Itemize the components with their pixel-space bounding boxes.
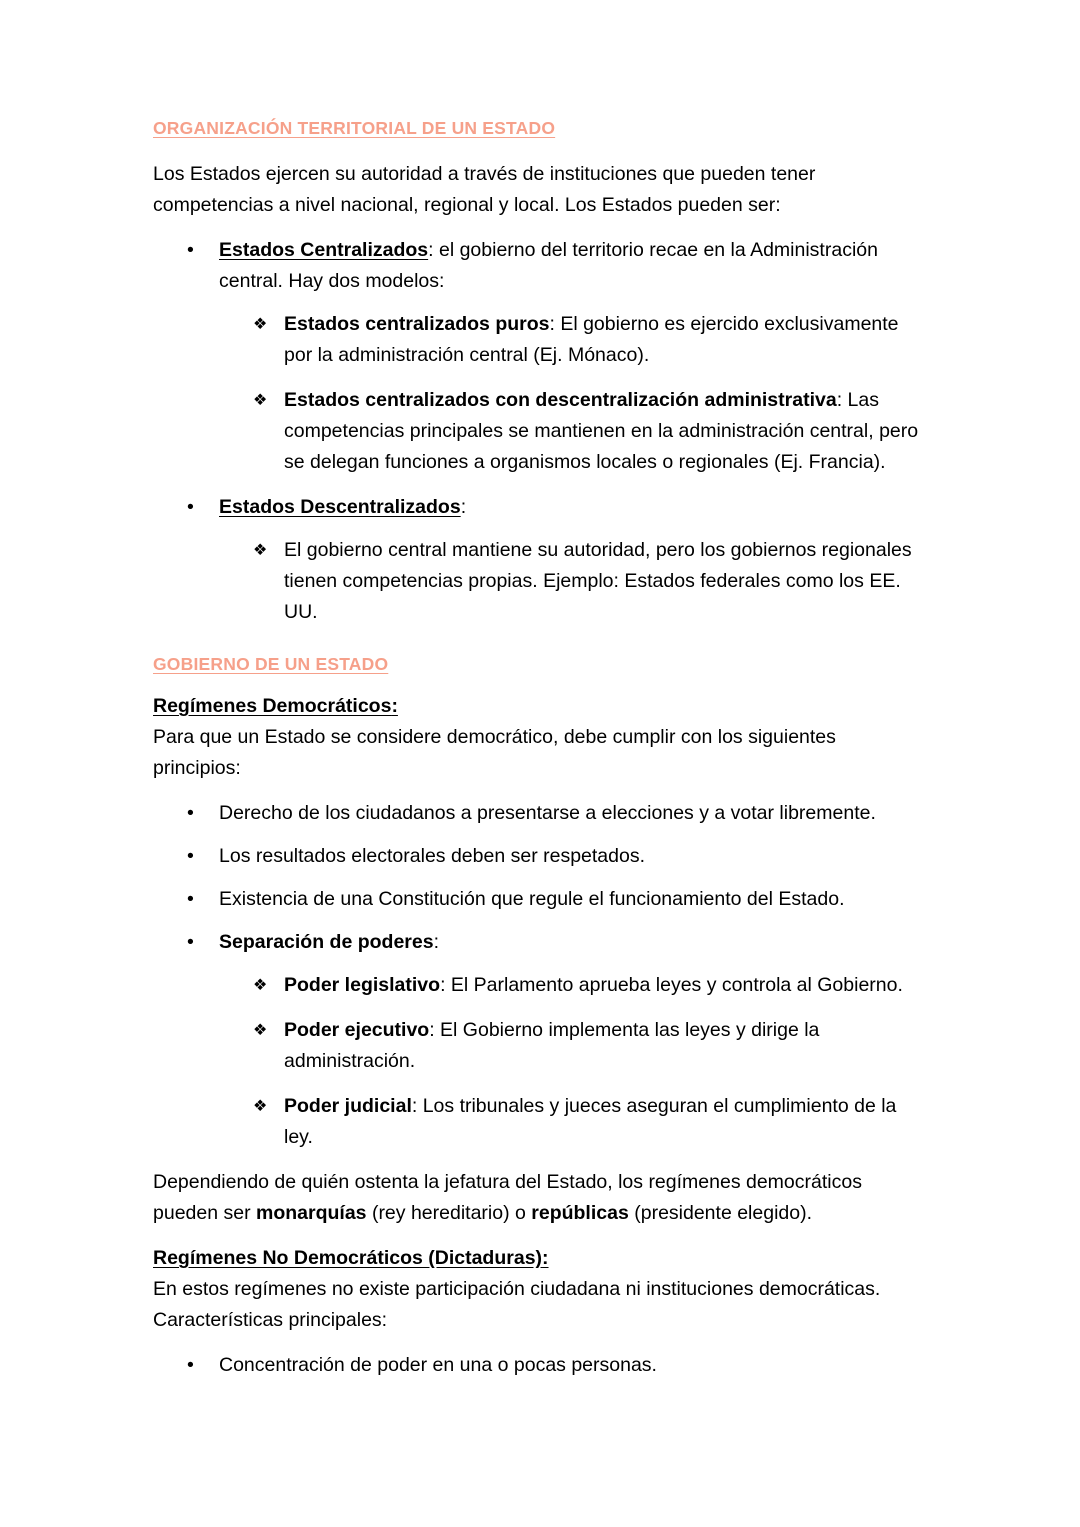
bullet-term: Estados Descentralizados	[219, 496, 461, 518]
list-item	[219, 1015, 925, 1077]
sub-bullet-text: : El Parlamento aprueba leyes y controla al Gobierno.	[440, 974, 903, 996]
intro-paragraph-democraticos: Para que un Estado se considere democrático, debe cumplir con los siguientes principios:	[153, 726, 836, 779]
sub-bullet-term: Poder ejecutivo	[284, 1019, 430, 1041]
closing-bold-monarquias: monarquías	[256, 1202, 367, 1224]
bullet-text: : el gobierno del territorio recae en la Administración central. Hay dos modelos:	[219, 239, 878, 292]
section-heading-territorial: ORGANIZACIÓN TERRITORIAL DE UN ESTADO	[153, 118, 556, 138]
subheading-regimenes-democraticos	[153, 691, 925, 722]
bullet-text: Derecho de los ciudadanos a presentarse a elecciones y a votar libremente.	[219, 802, 876, 824]
list-item	[153, 927, 925, 1153]
list-item	[219, 970, 925, 1001]
poderes-sub-list	[219, 970, 925, 1153]
subheading-text: Regímenes Democráticos	[153, 695, 392, 717]
bullet-text: Los resultados electorales deben ser respetados.	[219, 845, 646, 867]
no-democraticos-bullet-list	[153, 1350, 925, 1381]
list-item	[153, 798, 925, 829]
subheading-text: Regímenes No Democráticos (Dictaduras)	[153, 1247, 543, 1269]
closing-bold-republicas: repúblicas	[531, 1202, 629, 1224]
subheading-regimenes-no-democraticos	[153, 1243, 925, 1274]
sub-bullet-term: Estados centralizados con descentralización administrativa	[284, 389, 837, 411]
subheading-colon: :	[391, 695, 398, 717]
sub-bullet-text: El gobierno central mantiene su autoridad, pero los gobiernos regionales tienen competencias propias. Ejemplo: Estados federales como los EE. UU.	[284, 539, 912, 623]
sub-bullet-text: : El gobierno es ejercido exclusivamente por la administración central (Ej. Mónaco).	[284, 313, 899, 366]
closing-part-1: Dependiendo de quién ostenta la jefatura del Estado, los regímenes democráticos pueden ser	[153, 1171, 862, 1224]
list-item	[153, 1350, 925, 1381]
sub-bullet-term: Estados centralizados puros	[284, 313, 550, 335]
bullet-text: Existencia de una Constitución que regule el funcionamiento del Estado.	[219, 888, 845, 910]
intro-paragraph-territorial: Los Estados ejercen su autoridad a través de instituciones que pueden tener competencias a nivel nacional, regional y local. Los Estados pueden ser:	[153, 163, 816, 216]
closing-paragraph-democraticos	[153, 1167, 925, 1229]
list-item	[219, 1091, 925, 1153]
list-item	[153, 884, 925, 915]
list-item	[153, 492, 925, 628]
list-item	[153, 235, 925, 478]
subheading-colon: :	[542, 1247, 549, 1269]
list-item	[219, 309, 925, 371]
sub-bullet-term: Poder legislativo	[284, 974, 441, 996]
list-item	[219, 535, 925, 628]
intro-paragraph-no-democraticos: En estos regímenes no existe participación ciudadana ni instituciones democráticas. Características principales:	[153, 1278, 881, 1331]
bullet-term: Estados Centralizados	[219, 239, 429, 261]
sub-bullet-text: : Los tribunales y jueces aseguran el cumplimiento de la ley.	[284, 1095, 897, 1148]
sub-bullet-term: Poder judicial	[284, 1095, 412, 1117]
democraticos-bullet-list	[153, 798, 925, 1153]
bullet-text: :	[433, 931, 439, 953]
closing-part-2: (rey hereditario) o	[366, 1202, 532, 1224]
list-item	[153, 841, 925, 872]
sub-bullet-text: : El Gobierno implementa las leyes y dirige la administración.	[284, 1019, 820, 1072]
descentralizados-sub-list	[219, 535, 925, 628]
centralizados-sub-list	[219, 309, 925, 478]
territorial-bullet-list	[153, 235, 925, 628]
list-item	[219, 385, 925, 478]
bullet-term: Separación de poderes	[219, 931, 434, 953]
closing-part-3: (presidente elegido).	[628, 1202, 813, 1224]
bullet-text: Concentración de poder en una o pocas personas.	[219, 1354, 657, 1376]
sub-bullet-text: : Las competencias principales se mantienen en la administración central, pero se delegan funciones a organismos locales o regionales (Ej. Francia).	[284, 389, 919, 473]
bullet-text: :	[460, 496, 467, 518]
section-heading-gobierno: GOBIERNO DE UN ESTADO	[153, 654, 389, 674]
